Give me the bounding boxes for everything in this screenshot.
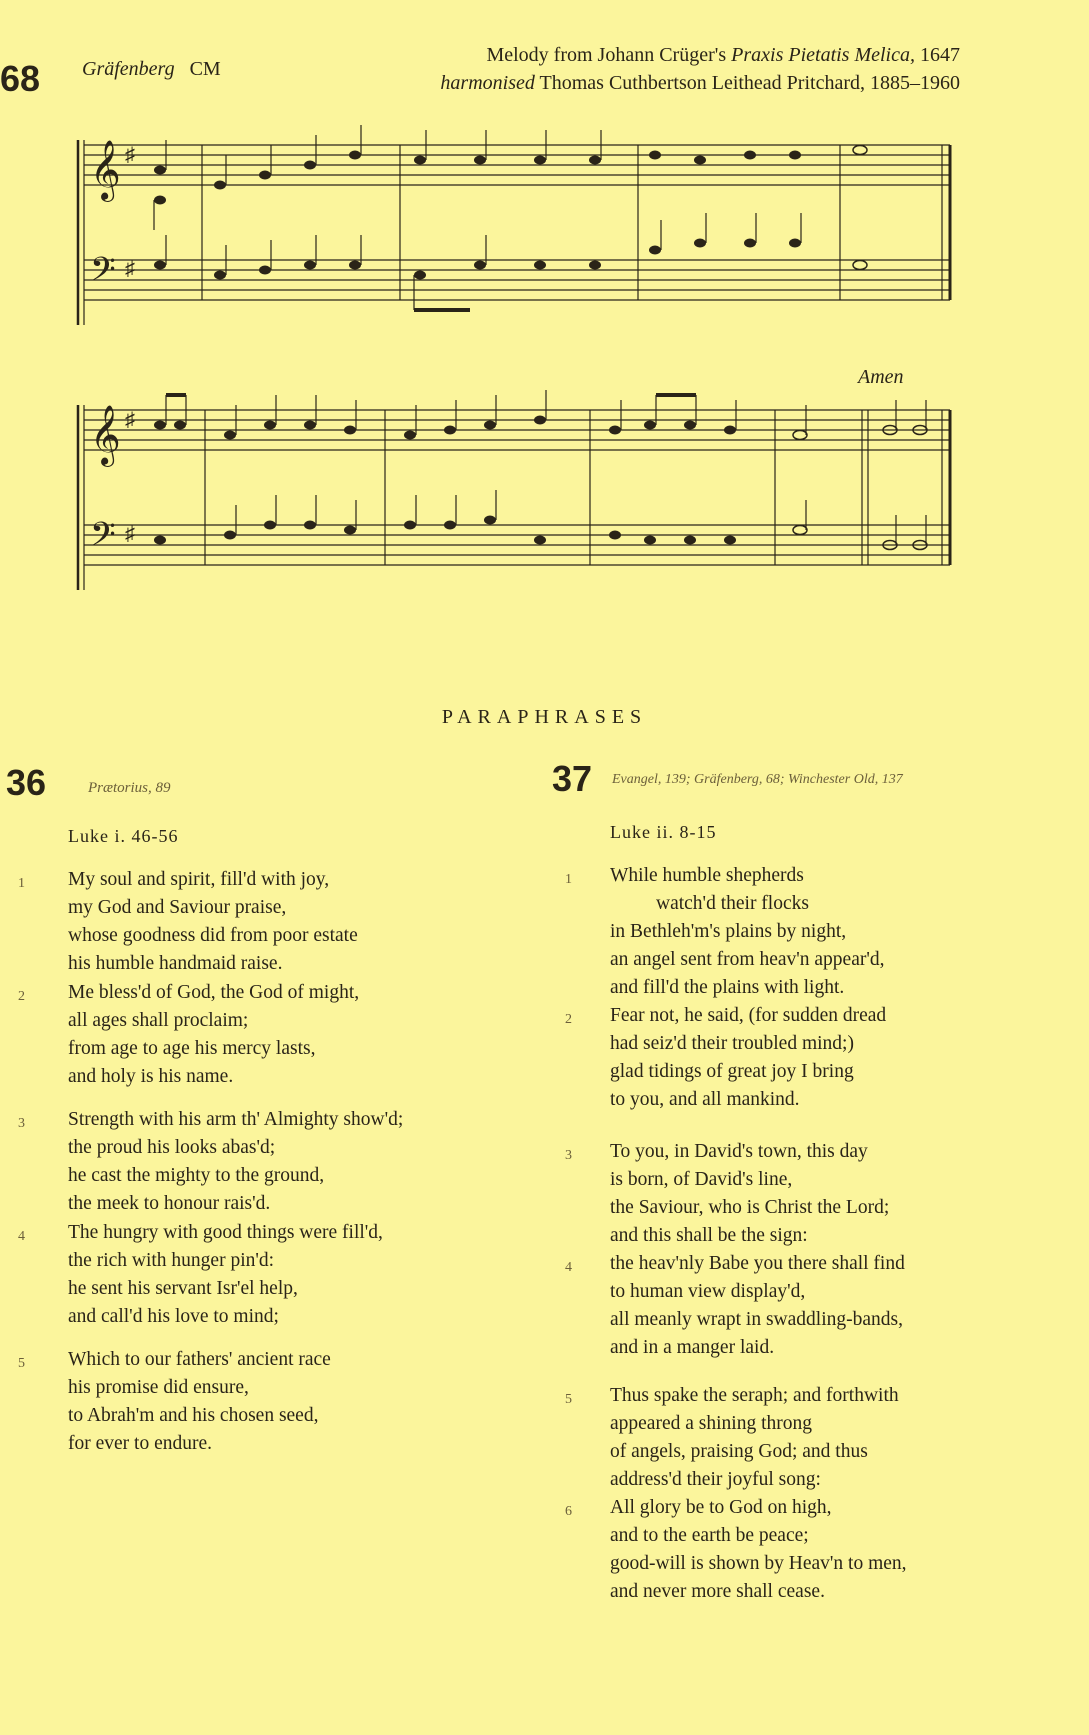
melody-credit-prefix: Melody from Johann Crüger's xyxy=(486,44,732,66)
verse-number: 3 xyxy=(18,1116,25,1131)
verse-line: Thus spake the seraph; and forthwith xyxy=(610,1385,899,1406)
verse-line: in Bethleh'm's plains by night, xyxy=(610,921,847,942)
verse-line: he sent his servant Isr'el help, xyxy=(68,1278,298,1299)
svg-text:𝄞: 𝄞 xyxy=(90,405,121,465)
verse-number: 5 xyxy=(18,1356,25,1371)
amen-label: Amen xyxy=(858,366,904,388)
section-title: PARAPHRASES xyxy=(441,706,648,728)
verse-line: my God and Saviour praise, xyxy=(68,897,287,918)
verse-line: and never more shall cease. xyxy=(610,1581,825,1602)
verse-line: and fill'd the plains with light. xyxy=(610,977,845,998)
verse-number: 1 xyxy=(565,872,572,887)
verse-line: the rich with hunger pin'd: xyxy=(68,1250,275,1271)
verse-line: good-will is shown by Heav'n to men, xyxy=(610,1553,907,1574)
verse xyxy=(0,1219,383,1331)
verse-line: for ever to endure. xyxy=(68,1433,213,1454)
verse-line: Which to our fathers' ancient race xyxy=(68,1349,331,1370)
verse-line: to Abrah'm and his chosen seed, xyxy=(68,1405,319,1426)
verse-number: 4 xyxy=(18,1229,25,1244)
verse-line: to human view display'd, xyxy=(610,1281,806,1302)
verse xyxy=(545,1250,905,1362)
melody-year: 1647 xyxy=(915,44,960,66)
tune-name: Gräfenberg xyxy=(82,58,175,80)
verse-line: all ages shall proclaim; xyxy=(68,1010,249,1031)
verse-line: the proud his looks abas'd; xyxy=(68,1137,276,1158)
tune-meter: CM xyxy=(189,58,221,80)
svg-text:♯: ♯ xyxy=(125,409,135,431)
verse-line: the meek to honour rais'd. xyxy=(68,1193,271,1214)
verse-line: While humble shepherds xyxy=(610,865,804,886)
verse-line: My soul and spirit, fill'd with joy, xyxy=(68,869,330,890)
verse xyxy=(0,1346,331,1458)
svg-text:𝄢: 𝄢 xyxy=(90,516,116,562)
verse xyxy=(545,1382,899,1494)
paraphrase-37-tunes: Evangel, 139; Gräfenberg, 68; Winchester Old, 137 xyxy=(612,772,903,787)
verse-line: The hungry with good things were fill'd, xyxy=(68,1222,383,1243)
verse xyxy=(545,1494,907,1606)
verse-line: from age to age his mercy lasts, xyxy=(68,1038,316,1059)
paraphrase-36-reference: Luke i. 46-56 xyxy=(68,826,179,846)
paraphrase-36-number: 36 xyxy=(6,762,47,803)
svg-text:𝄢: 𝄢 xyxy=(90,251,116,297)
melody-source: Praxis Pietatis Melica, xyxy=(731,44,915,66)
verse-line: of angels, praising God; and thus xyxy=(610,1441,868,1462)
verse-line: and in a manger laid. xyxy=(610,1337,775,1358)
verse-number: 6 xyxy=(565,1504,572,1519)
harmony-credit xyxy=(300,72,960,95)
harmony-label: harmonised xyxy=(440,72,535,94)
verse-number: 5 xyxy=(565,1392,572,1407)
verse-line: and this shall be the sign: xyxy=(610,1225,808,1246)
verse xyxy=(545,1002,886,1114)
paraphrase-37-reference: Luke ii. 8-15 xyxy=(610,822,717,842)
verse-number: 2 xyxy=(565,1012,572,1027)
verse-line: and call'd his love to mind; xyxy=(68,1306,279,1327)
verse-line: Strength with his arm th' Almighty show'd; xyxy=(68,1109,404,1130)
hymn-number: 68 xyxy=(0,58,41,99)
verse-line: watch'd their flocks xyxy=(656,893,809,914)
music-system-2 xyxy=(70,390,960,605)
verse-line: Me bless'd of God, the God of might, xyxy=(68,982,360,1003)
verse-number: 3 xyxy=(565,1148,572,1163)
music-system-1 xyxy=(70,125,960,340)
verse xyxy=(0,979,359,1091)
verse xyxy=(0,866,358,978)
verse xyxy=(0,1106,403,1218)
svg-text:♯: ♯ xyxy=(125,144,135,166)
verse-line: had seiz'd their troubled mind;) xyxy=(610,1033,854,1054)
verse-line: and to the earth be peace; xyxy=(610,1525,809,1546)
verse-line: his humble handmaid raise. xyxy=(68,953,283,974)
svg-text:𝄞: 𝄞 xyxy=(90,140,121,200)
verse-line: is born, of David's line, xyxy=(610,1169,793,1190)
verse-number: 4 xyxy=(565,1260,572,1275)
verse-line: appeared a shining throng xyxy=(610,1413,812,1434)
verse-line: the heav'nly Babe you there shall find xyxy=(610,1253,905,1274)
verse-line: glad tidings of great joy I bring xyxy=(610,1061,854,1082)
verse-line: to you, and all mankind. xyxy=(610,1089,800,1110)
verse-line: the Saviour, who is Christ the Lord; xyxy=(610,1197,890,1218)
verse xyxy=(545,1138,889,1250)
verse-line: To you, in David's town, this day xyxy=(610,1141,868,1162)
verse-line: address'd their joyful song: xyxy=(610,1469,821,1490)
verse xyxy=(545,862,885,1002)
verse-line: whose goodness did from poor estate xyxy=(68,925,358,946)
paraphrase-37-number: 37 xyxy=(552,758,593,799)
verse-line: an angel sent from heav'n appear'd, xyxy=(610,949,885,970)
verse-line: he cast the mighty to the ground, xyxy=(68,1165,325,1186)
svg-text:♯: ♯ xyxy=(125,258,135,280)
melody-credit xyxy=(300,44,960,67)
verse-number: 2 xyxy=(18,989,25,1004)
verse-number: 1 xyxy=(18,876,25,891)
verse-line: All glory be to God on high, xyxy=(610,1497,832,1518)
paraphrase-36-tunes: Prætorius, 89 xyxy=(88,780,171,796)
tune-info xyxy=(82,58,221,81)
verse-line: Fear not, he said, (for sudden dread xyxy=(610,1005,887,1026)
verse-line: and holy is his name. xyxy=(68,1066,234,1087)
verse-line: his promise did ensure, xyxy=(68,1377,249,1398)
svg-text:♯: ♯ xyxy=(125,523,135,545)
verse-line: all meanly wrapt in swaddling-bands, xyxy=(610,1309,903,1330)
harmony-name: Thomas Cuthbertson Leithead Pritchard, 1885–1960 xyxy=(534,72,960,94)
